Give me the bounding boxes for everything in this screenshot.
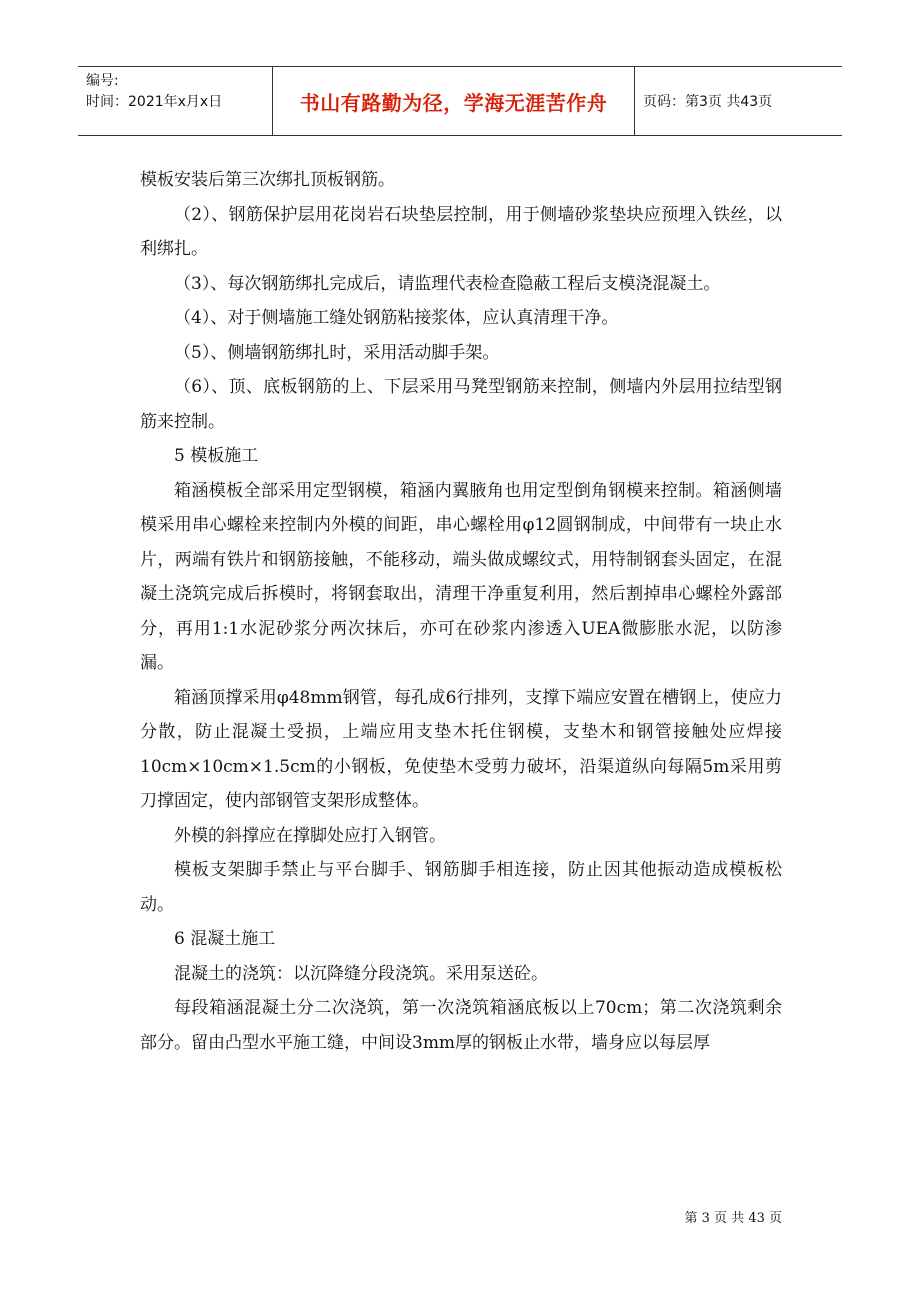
paragraph: （5）、侧墙钢筋绑扎时，采用活动脚手架。 — [174, 342, 500, 363]
paragraph: （4）、对于侧墙施工缝处钢筋粘接浆体，应认真清理干净。 — [174, 308, 619, 328]
paragraph: 模板安装后第三次绑扎顶板钢筋。 — [140, 170, 395, 190]
paragraph: （6）、顶、底板钢筋的上、下层采用马凳型钢筋来控制，侧墙内外层用拉结型钢筋来控制。 — [140, 377, 782, 432]
paragraph: 箱涵模板全部采用定型钢模，箱涵内翼腋角也用定型倒角钢模来控制。箱涵侧墙模采用串心螺栓来控制内外模的间距，串心螺栓用φ12圆钢制成，中间带有一块止水片，两端有铁片和钢筋接触，不能移动，端头做成螺纹式，用特制钢套头固定，在混凝土浇筑完成后拆模时，将钢套取出，清理干净重复利用，然后割掉串心螺栓外露部分，再用1:1水泥砂浆分两次抹后，亦可在砂浆内渗透入UEA微膨胀水泥，以防渗漏。 — [140, 480, 782, 673]
section-heading: 6 混凝土施工 — [174, 929, 276, 949]
header-meta — [78, 67, 273, 135]
document-time-label: 时间：2021年x月x日 — [86, 94, 223, 110]
paragraph: （2）、钢筋保护层用花岗岩石块垫层控制，用于侧墙砂浆垫块应预埋入铁丝，以利绑扎。 — [140, 204, 782, 259]
page-footer: 第 3 页 共 43 页 — [684, 1211, 782, 1226]
document-number-label: 编号: — [86, 73, 119, 89]
paragraph: 每段箱涵混凝土分二次浇筑，第一次浇筑箱涵底板以上70cm；第二次浇筑剩余部分。留由凸型水平施工缝，中间设3mm厚的钢板止水带，墙身应以每层厚 — [140, 998, 782, 1053]
paragraph: （3）、每次钢筋绑扎完成后，请监理代表检查隐蔽工程后支模浇混凝土。 — [174, 273, 721, 294]
document-body — [140, 163, 782, 1060]
paragraph: 外模的斜撑应在撑脚处应打入钢管。 — [174, 825, 446, 846]
paragraph: 混凝土的浇筑：以沉降缝分段浇筑。采用泵送砼。 — [174, 963, 548, 984]
page-header — [78, 66, 842, 136]
header-motto: 书山有路勤为径，学海无涯苦作舟 — [273, 67, 635, 135]
header-page-number: 页码：第3页 共43页 — [643, 94, 773, 110]
paragraph: 模板支架脚手禁止与平台脚手、钢筋脚手相连接，防止因其他振动造成模板松动。 — [140, 860, 782, 915]
section-heading: 5 模板施工 — [174, 446, 259, 466]
paragraph: 箱涵顶撑采用φ48mm钢管，每孔成6行排列，支撑下端应安置在槽钢上，使应力分散，防止混凝土受损，上端应用支垫木托住钢模，支垫木和钢管接触处应焊接10cm×10cm×1.5cm的小钢板，免使垫木受剪力破坏，沿渠道纵向每隔5m采用剪刀撑固定，使内部钢管支架形成整体。 — [140, 687, 782, 811]
